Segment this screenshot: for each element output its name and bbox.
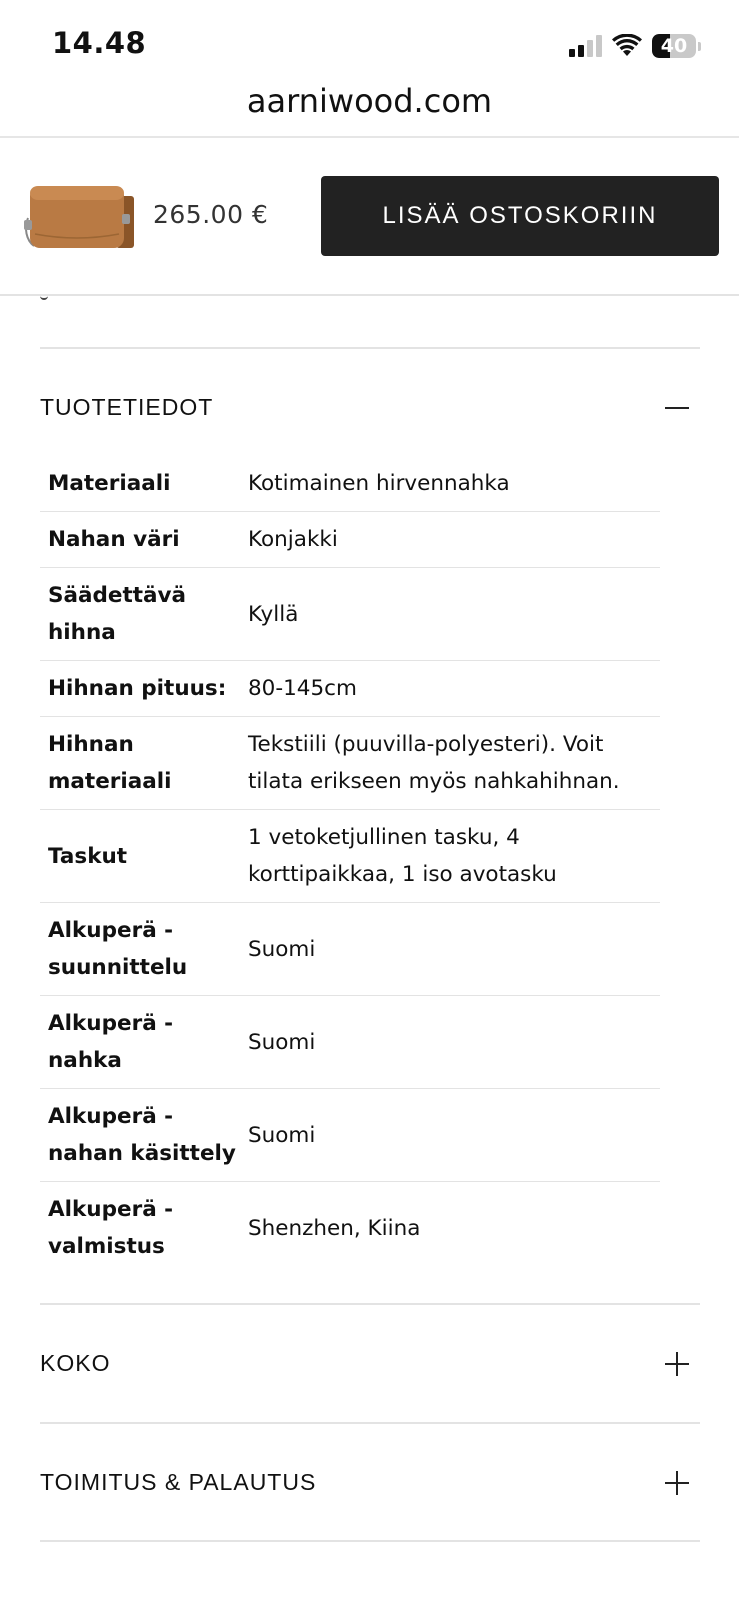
details-row-value: Suomi: [248, 1089, 660, 1182]
details-row-key: Hihnan pituus:: [40, 661, 248, 717]
add-to-cart-button[interactable]: LISÄÄ OSTOSKORIIN: [321, 176, 719, 256]
details-row-value: Shenzhen, Kiina: [248, 1215, 421, 1241]
details-row-key: Alkuperä - nahan käsittely: [40, 1089, 248, 1182]
details-row-value: 1 vetoketjullinen tasku, 4 korttipaikkaa, 1 iso avotasku: [248, 810, 660, 903]
battery-tip: [698, 42, 701, 51]
product-thumbnail: [20, 178, 140, 258]
details-row-key: Alkuperä - valmistus: [48, 1197, 174, 1259]
details-row: [40, 661, 660, 717]
details-row-key: Hihnan materiaali: [40, 717, 248, 810]
status-icons: [569, 32, 701, 60]
details-row-value: Suomi: [248, 996, 660, 1089]
details-row-value: Tekstiili (puuvilla-polyesteri). Voit tilata erikseen myös nahkahihnan.: [248, 717, 660, 810]
size-section-title[interactable]: KOKO: [40, 1350, 111, 1376]
details-row-value: Suomi: [248, 903, 660, 996]
details-row-key: Alkuperä - nahka: [40, 996, 248, 1089]
details-row-value: Kyllä: [248, 568, 660, 661]
details-row-key: Taskut: [40, 810, 248, 903]
shipping-section-title[interactable]: TOIMITUS & PALAUTUS: [40, 1469, 317, 1495]
section-divider: [40, 347, 700, 349]
details-row: [40, 810, 660, 903]
wifi-icon: [612, 34, 642, 58]
plus-icon[interactable]: [665, 1352, 689, 1376]
details-row: [40, 568, 660, 661]
sticky-product-bar: [0, 138, 739, 296]
section-divider: [40, 1303, 700, 1305]
section-divider: [40, 1422, 700, 1424]
product-price: 265.00 €: [153, 200, 269, 229]
details-row: [40, 717, 660, 810]
details-row-key: Nahan väri: [40, 512, 248, 568]
url-domain: aarniwood.com: [246, 82, 493, 120]
details-row: [40, 512, 660, 568]
minus-icon[interactable]: [665, 396, 689, 420]
details-row-value: Kotimainen hirvennahka: [248, 456, 660, 512]
details-row-value: Konjakki: [248, 512, 660, 568]
cellular-signal-icon: [569, 35, 602, 57]
details-row: [40, 1182, 660, 1275]
section-divider: [40, 1540, 700, 1542]
status-bar: [0, 0, 739, 80]
details-row: [40, 903, 660, 996]
battery-level-text: 40: [660, 35, 688, 57]
clipped-text-fragment: [40, 296, 48, 300]
details-row-key: Alkuperä - suunnittelu: [40, 903, 248, 996]
details-row: [40, 456, 660, 512]
details-row-key: Säädettävä hihna: [40, 568, 248, 661]
details-row: [40, 996, 660, 1089]
product-details-table: [40, 456, 660, 1274]
plus-icon[interactable]: [665, 1471, 689, 1495]
status-time: 14.48: [52, 26, 147, 60]
battery-icon: [652, 34, 696, 58]
details-row-value: 80-145cm: [248, 661, 660, 717]
url-bar[interactable]: [0, 82, 739, 120]
details-row-key: Materiaali: [40, 456, 248, 512]
details-section-title[interactable]: TUOTETIEDOT: [40, 394, 214, 420]
details-row: [40, 1089, 660, 1182]
